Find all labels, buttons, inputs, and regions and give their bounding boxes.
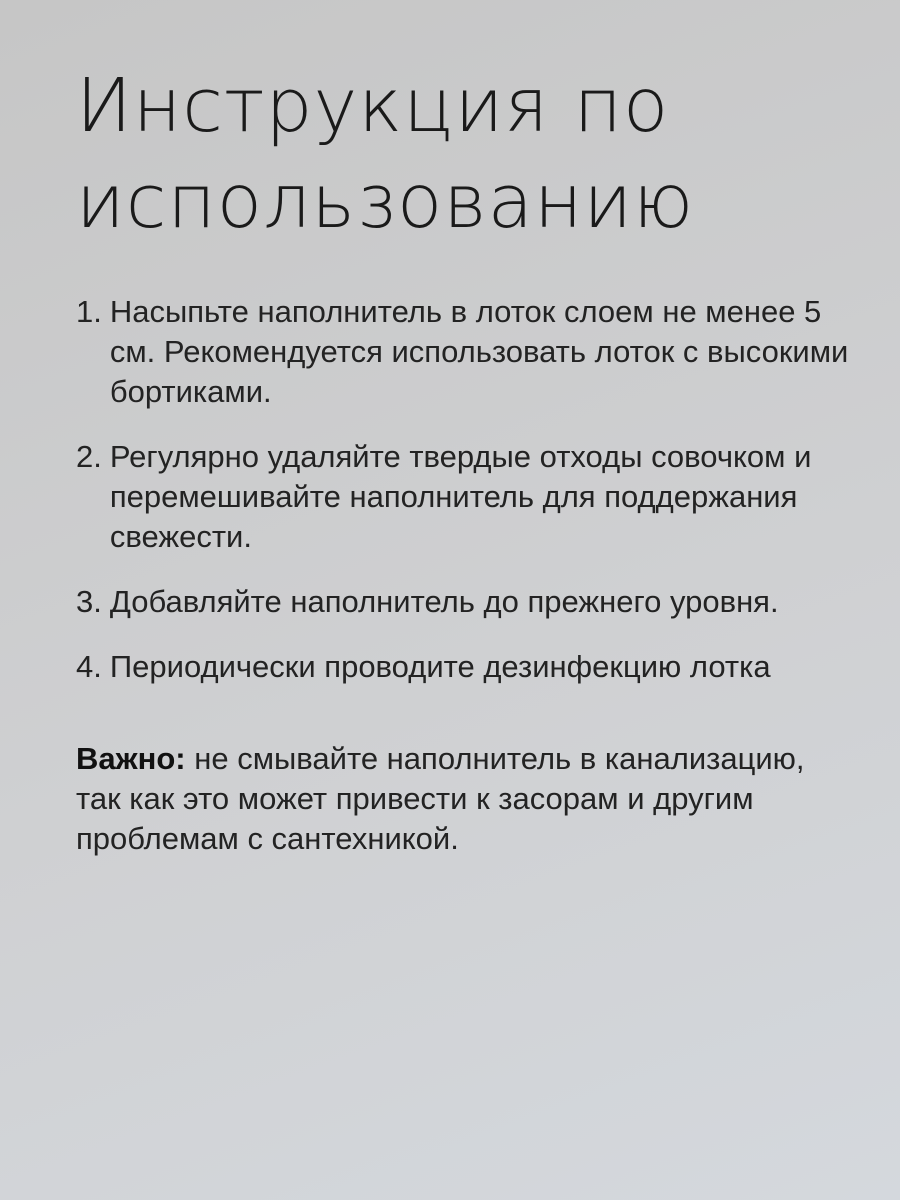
step-number: 1. xyxy=(76,294,102,329)
step-text: Добавляйте наполнитель до прежнего уровня. xyxy=(109,584,779,619)
step-number: 3. xyxy=(76,584,102,619)
important-note-label: Важно: xyxy=(76,741,186,776)
step-item xyxy=(76,437,856,557)
step-item xyxy=(76,292,856,412)
step-text: Регулярно удаляйте твердые отходы совочком и перемешивайте наполнитель для поддержания свежести. xyxy=(109,439,812,554)
step-item xyxy=(76,647,856,687)
steps-list xyxy=(76,292,856,687)
step-number: 2. xyxy=(76,439,102,474)
step-text: Периодически проводите дезинфекцию лотка xyxy=(109,649,771,684)
important-note-text: не смывайте наполнитель в канализацию, так как это может привести к засорам и другим проблемам с сантехникой. xyxy=(76,741,805,856)
step-number: 4. xyxy=(76,649,102,684)
important-note xyxy=(76,739,816,859)
page-title-line-2: использованию xyxy=(76,159,695,245)
step-item xyxy=(76,582,856,622)
page-title xyxy=(76,58,856,250)
page-title-line-1: Инструкция по xyxy=(76,63,670,149)
step-text: Насыпьте наполнитель в лоток слоем не менее 5 см. Рекомендуется использовать лоток с высокими бортиками. xyxy=(109,294,849,409)
instruction-page xyxy=(76,58,856,890)
